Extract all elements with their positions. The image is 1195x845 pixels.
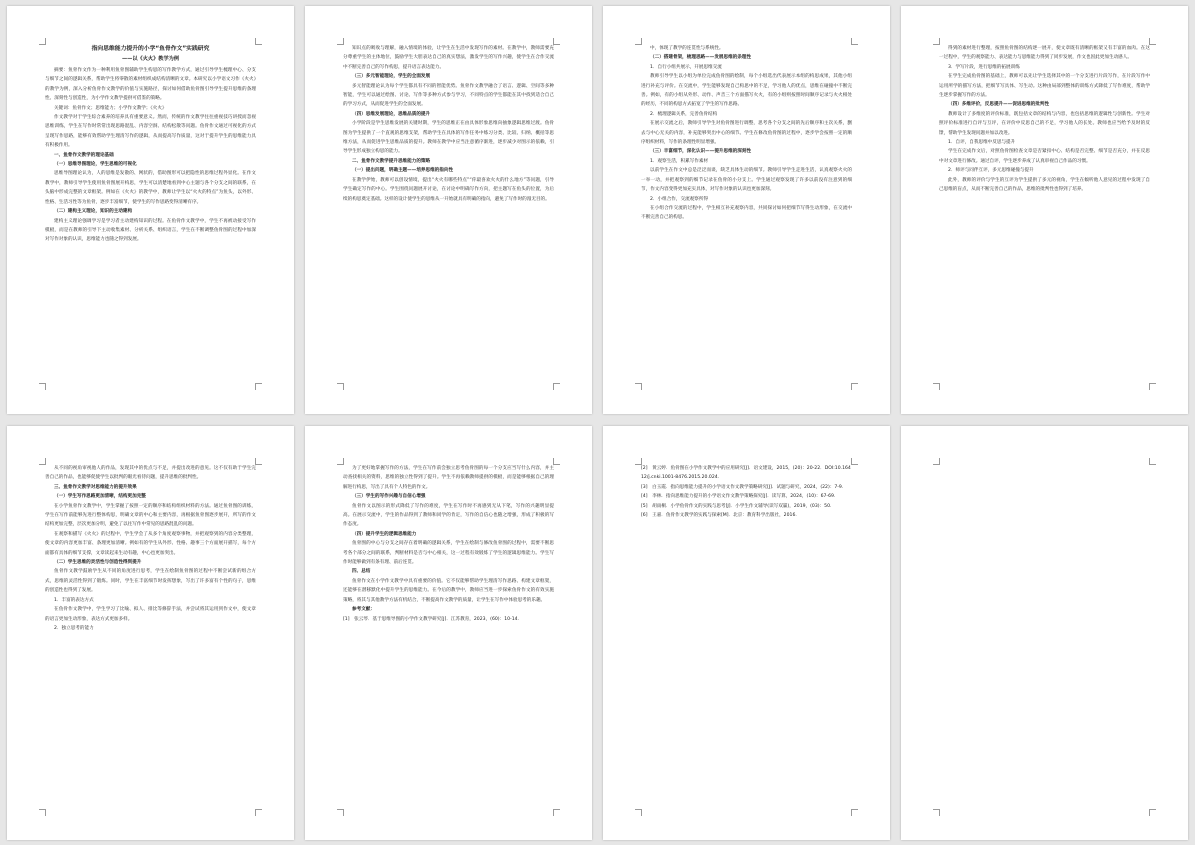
crop-mark xyxy=(851,458,858,465)
section-heading: （四）提升学生的逻辑思维能力 xyxy=(352,531,417,537)
crop-mark xyxy=(933,809,940,816)
body-paragraph: 2．梳理逻辑关系，完善鱼骨结构 xyxy=(650,111,718,117)
document-page-8 xyxy=(901,426,1188,840)
page-content xyxy=(939,464,1150,810)
body-paragraph: 为了更好地掌握写作的方法，学生在写作前会独立思考鱼骨图的每一个分支应当写什么内容，并主动查找相关的资料，思维的独立性得到了提升。学生不再依赖教师提供的模板，而是能够根据自己的理解进行构思，写出了具有个人特色的作文。 xyxy=(343,466,554,490)
page-content xyxy=(45,44,256,384)
section-heading: （四）思维发展理论，思维品质的提升 xyxy=(352,111,431,117)
section-heading: （二）学生思维的灵活性与创造性得到提升 xyxy=(54,560,142,566)
crop-mark xyxy=(851,383,858,390)
paper-title: 指向思维能力提升的小学“鱼骨作文”实践研究 xyxy=(91,46,210,52)
reference-entry: [4] 李林．指向思维能力提升的小学语文作文教学策略探究[J]．读写算，2024，(10)：67-69. xyxy=(641,494,836,500)
paper-subtitle: ——以《火火》教学为例 xyxy=(121,56,180,62)
body-paragraph: 2．小组合作，交流观察所得 xyxy=(650,196,709,202)
body-paragraph: 以前学生在作文中总是泛泛而谈，缺乏具体生动的细节。教师引导学生走进生活，认真观察火火的一举一动，并把观察到的细节记录在鱼骨的小分支上。学生通过观察发现了许多以前没有注意到的细节，作文内容变得更加充实具体，对写作对象的认识也更加深刻。 xyxy=(641,168,852,193)
section-heading: （一）提出问题，明确主题——培养思维的指向性 xyxy=(352,168,454,174)
body-paragraph: 鱼骨作文教学鼓励学生从不同的角度进行思考，学生在绘制鱼骨图的过程中不断尝试新的组合方式，思维的灵活性得到了锻炼。同时，学生在丰富细节时发挥想象，写出了许多富有个性的句子，思维的创造性也得到了发展。 xyxy=(45,569,256,594)
reference-entry: [3] 白玉霞．指向思维能力提升的小学语文作文教学策略研究[J]．试题与研究，2024，(22)：7-9. xyxy=(641,484,844,490)
body-paragraph: 1．自行小组共展示，开展思维交流 xyxy=(650,64,722,70)
body-paragraph: 2．师评与同伴互评，多元思维碰撞与提升 xyxy=(948,168,1034,174)
crop-mark xyxy=(337,383,344,390)
body-paragraph: 在小学鱼骨作文教学中，学生掌握了按照一定的顺序和结构组织材料的方法。通过鱼骨图的训练，学生在写作前能够先进行整体构思，明确文章的中心和主要内容，再根据鱼骨图逐步展开，所写的作文结构更加完整，层次更加分明，避免了以往写作中常见的思路混乱的问题。 xyxy=(45,503,256,528)
reference-entry: [6] 王嘉．鱼骨作文教学的实践与探索[M]．北京：教育科学出版社，2016. xyxy=(641,513,797,519)
section-heading: （三）学生的写作兴趣与自信心增强 xyxy=(352,494,426,500)
page-content xyxy=(641,464,852,810)
crop-mark xyxy=(39,809,46,816)
section-heading: （四）多维评价，反思提升——促进思维的批判性 xyxy=(948,102,1050,108)
document-page-5 xyxy=(7,426,294,840)
body-paragraph: 在观察和描写《火火》的过程中，学生学会了从多个角度观察事物，并把观察到的内容分类整理，使文章的内容更加丰富、条理更加清晰。例如有的学生从外形、性格、趣事三个方面展开描写，每个方面都有具体的细节支撑，文章读起来生动有趣，中心也更加突出。 xyxy=(45,531,256,556)
crop-mark xyxy=(39,383,46,390)
body-paragraph: 多元智能理论认为每个学生都具有不同的智能优势。鱼骨作文教学融合了语言、逻辑、空间等多种智能，学生可以通过绘图、讨论、写作等多种方式参与学习，不同特点的学生都能在其中找到适合自己的学习方式，从而促进学生的全面发展。 xyxy=(343,83,554,108)
page-content xyxy=(45,464,256,810)
body-paragraph: 小学阶段是学生思维发展的关键时期，学生的思维正在由具体形象思维向抽象逻辑思维过渡。鱼骨图为学生提供了一个直观的思维支架，帮助学生在具体的写作任务中练习分类、比较、归纳、概括等思维方法，从而促进学生思维品质的提升。教师在教学中应当注意循序渐进，逐步减少对图示的依赖，引导学生形成独立构思的能力。 xyxy=(343,121,554,155)
body-paragraph: 在教学伊始，教师可以创设情境，提出“火火有哪些特点”“你最喜欢火火的什么地方”等问题，引导学生确定写作的中心。学生围绕问题展开讨论，在讨论中明确写作方向，把主题写在鱼头的位置，为后续的构思奠定基础。这样的设计使学生的思维从一开始就具有明确的指向，避免了写作时的漫无目的。 xyxy=(343,177,554,202)
document-page-6 xyxy=(305,426,592,840)
section-heading: （二）搭建骨架，梳理思路——发展思维的条理性 xyxy=(650,55,752,61)
section-heading: 四、总结 xyxy=(352,569,371,575)
crop-mark xyxy=(1149,38,1156,45)
crop-mark xyxy=(255,383,262,390)
crop-mark xyxy=(1149,458,1156,465)
body-paragraph: 在小组合作交流的过程中，学生相互补充观察内容，共同探讨如何把细节写得生动形象，在交流中不断完善自己的构思。 xyxy=(641,205,852,221)
body-paragraph: 得到的素材进行整理，按照鱼骨图的结构逐一展开，使文章既有清晰的框架又有丰富的血肉。在这一过程中，学生的观察能力、表达能力与思维能力得到了同步发展，作文也因此更加生动感人。 xyxy=(939,46,1150,61)
body-paragraph: 在学生完成鱼骨图的基础上，教师可以先让学生选择其中的一个分支进行片段写作，在片段写作中运用所学的描写方法，把细节写具体、写生动。这种由局部到整体的训练方式降低了写作难度，帮助学生逐步掌握写作的方法。 xyxy=(939,74,1150,99)
body-paragraph: 关键词：鱼骨作文；思维能力；小学作文教学；《火火》 xyxy=(54,105,167,111)
body-paragraph: 鱼骨作文在小学作文教学中具有重要的价值。它不仅能够帮助学生理清写作思路、构建文章框架，还能够在潜移默化中提升学生的思维能力。在今后的教学中，教师应当进一步探索鱼骨作文的有效实施策略，将其与其他教学方法有机结合，不断提高作文教学的质量，让学生在写作中体验思考的乐趣。 xyxy=(343,578,554,603)
section-heading: （一）思维导图理论，学生思维的可视化 xyxy=(54,162,137,168)
crop-mark xyxy=(255,809,262,816)
reference-entry: [1] 张云琴．基于思维导图的小学作文教学研究[J]．江苏教育，2023，(60)：10-14. xyxy=(343,616,520,622)
body-paragraph: 1．自评，自我思维中反思与提升 xyxy=(948,140,1016,146)
page-content xyxy=(343,464,554,810)
crop-mark xyxy=(255,38,262,45)
document-page-7 xyxy=(603,426,890,840)
body-paragraph: 1．观察生活，积累写作素材 xyxy=(650,158,709,164)
crop-mark xyxy=(553,458,560,465)
section-heading: 三、鱼骨作文教学对思维能力的提升效果 xyxy=(54,484,137,490)
reference-entry: [2] 黄云婷．鱼骨图在小学作文教学中的应用研究[J]．语文建设，2015，(20)：20-22．DOI:10.16412/j.cnki.1001-8476.2015.20.024. xyxy=(641,466,851,481)
section-heading: 参考文献： xyxy=(352,607,375,613)
body-paragraph: 1．丰富的表达方式 xyxy=(54,597,94,603)
document-page-3 xyxy=(603,6,890,414)
body-paragraph: 此外，教师的评价与学生的互评为学生提供了多元的视角，学生在倾听他人意见的过程中发现了自己思维的盲点，从而不断完善自己的作品，思维的批判性也得到了培养。 xyxy=(939,177,1150,193)
document-page-4 xyxy=(901,6,1188,414)
section-heading: 一、鱼骨作文教学的理论基础 xyxy=(54,152,114,158)
body-paragraph: 3．学写片段，进行思维的拓展训练 xyxy=(948,64,1020,70)
section-heading: （二）建构主义理论，知识的主动建构 xyxy=(54,209,133,215)
crop-mark xyxy=(553,383,560,390)
crop-mark xyxy=(635,383,642,390)
reference-entry: [5] 胡雨桐．小学鱼骨作文的实践与思考[J]．小学生作文辅导(读写双赢)，2019，(03)：50. xyxy=(641,503,832,509)
section-heading: （三）多元智能理论，学生的全面发展 xyxy=(352,74,431,80)
document-page-1 xyxy=(7,6,294,414)
page-content xyxy=(641,44,852,384)
body-paragraph: 教师设计了多维度的评价标准，既包括文章的结构与内容，也包括思维的逻辑性与创新性。学生对照评价标准进行自评与互评，在评价中反思自己的不足，学习他人的长处。教师也应当给予及时的反馈，帮助学生发现问题并加以改进。 xyxy=(939,111,1150,136)
crop-mark xyxy=(1149,809,1156,816)
body-paragraph: 教师引导学生以小组为单位完成鱼骨图的绘制，每个小组选出代表展示本组的构思成果，其他小组进行补充与评价。在交流中，学生能够发现自己构思中的不足，学习他人的优点，思维在碰撞中不断完善。例如，有的小组从外形、动作、声音三个方面描写火火，有的小组则按照时间顺序记录与火火相处的经历，不同的构思方式拓宽了学生的写作思路。 xyxy=(641,74,852,108)
body-paragraph: 摘要：鱼骨作文作为一种利用鱼骨图辅助学生构思的写作教学方式，通过引导学生梳理中心、分支与细节之间的逻辑关系，帮助学生将零散的素材组织成结构清晰的文章。本研究以小学语文习作《火火》的教学为例，深入分析鱼骨作文教学的价值与实施路径，探讨如何借助鱼骨图引导学生提升思维的条理性、深刻性与创造性，为小学作文教学提供可借鉴的策略。 xyxy=(45,68,256,102)
section-heading: 二、鱼骨作文教学提升思维能力的策略 xyxy=(352,158,431,164)
page-content xyxy=(939,44,1150,384)
body-paragraph: 在鱼骨作文教学中，学生学习了比喻、拟人、排比等修辞手法，并尝试将其运用到作文中，使文章的语言更加生动形象，表达方式更加多样。 xyxy=(45,607,256,622)
crop-mark xyxy=(851,38,858,45)
body-paragraph: 作文教学对于学生综合素养的培养具有重要意义。然而，传统的作文教学往往重视技巧讲授而忽视思维训练，学生在写作时常常出现思路混乱、内容空洞、结构松散等问题。鱼骨作文通过可视化的方式呈现写作思路，能够有效帮助学生理清写作的逻辑，从而提高写作质量，这对于提升学生的思维能力具有积极作用。 xyxy=(45,115,256,149)
body-paragraph: 学生在完成作文后，对照鱼骨图检查文章是否紧扣中心、结构是否完整、细节是否充分，并在反思中对文章进行修改。通过自评，学生逐步养成了认真审视自己作品的习惯。 xyxy=(939,149,1150,164)
crop-mark xyxy=(255,458,262,465)
body-paragraph: 知识点的吸收与理解，融入情境的体验，让学生在生活中发现写作的素材。在教学中，教师需要充分尊重学生的主体地位，鼓励学生大胆表达自己的真实想法，激发学生的写作兴趣，使学生在合作交流中不断完善自己的写作构思，提升语言表达能力。 xyxy=(343,46,554,70)
crop-mark xyxy=(553,809,560,816)
body-paragraph: 思维导图理论认为，人的思维是发散的、网状的，借助图形可以把隐性的思维过程外显化。在作文教学中，教师引导学生使用鱼骨图展开构思，学生可以清楚地看到中心主题与各个分支之间的联系，在头脑中形成完整的文章框架。例如在《火火》的教学中，教师让学生以“火火的特点”为鱼头，以外形、性格、生活习性等为鱼骨，逐步丰富细节，使学生的写作思路变得清晰有序。 xyxy=(45,171,256,205)
crop-mark xyxy=(337,809,344,816)
body-paragraph: 鱼骨图的中心与分支之间存在着明确的逻辑关系，学生在绘制与修改鱼骨图的过程中，需要不断思考各个部分之间的联系，判断材料是否与中心相关，这一过程有效锻炼了学生的逻辑思维能力。学生写作时能够做到有条有理、前后连贯。 xyxy=(343,541,554,566)
crop-mark xyxy=(851,809,858,816)
body-paragraph: 建构主义理论强调学习是学习者主动建构知识的过程。在鱼骨作文教学中，学生不再被动接受写作模板，而是在教师的引导下主动收集素材、分析关系、组织语言，学生在不断调整鱼骨图的过程中加深对写作对象的认识，思维能力也随之得到发展。 xyxy=(45,218,256,243)
body-paragraph: 中，体现了教学的连贯性与系统性。 xyxy=(650,46,724,51)
section-heading: （一）学生写作思路更加清晰，结构更加完整 xyxy=(54,494,146,500)
crop-mark xyxy=(635,809,642,816)
body-paragraph: 从不同的视角审视他人的作品，发现其中的优点与不足，并提出改进的意见。这不仅有助于学生完善自己的作品，也能够促使学生以批判的眼光看待问题，提升思维的批判性。 xyxy=(45,466,256,481)
crop-mark xyxy=(1149,383,1156,390)
body-paragraph: 在展示交流之后，教师引导学生对鱼骨图进行调整，思考各个分支之间的先后顺序和主次关系，删去与中心无关的内容，补充能够突出中心的细节。学生在修改鱼骨图的过程中，逐步学会按照一定的顺序组织材料，写作的条理性明显增强。 xyxy=(641,121,852,146)
crop-mark xyxy=(933,383,940,390)
document-page-2 xyxy=(305,6,592,414)
page-content xyxy=(343,44,554,384)
body-paragraph: 2．独立思考的能力 xyxy=(54,625,94,631)
crop-mark xyxy=(553,38,560,45)
section-heading: （三）丰富细节，深化认识——提升思维的深刻性 xyxy=(650,149,752,155)
body-paragraph: 鱼骨作文以图示的形式降低了写作的难度，学生在写作时不再感到无从下笔，写作的兴趣明显提高。在展示交流中，学生的作品得到了教师和同学的肯定，写作的自信心也随之增强，形成了积极的写作态度。 xyxy=(343,503,554,528)
